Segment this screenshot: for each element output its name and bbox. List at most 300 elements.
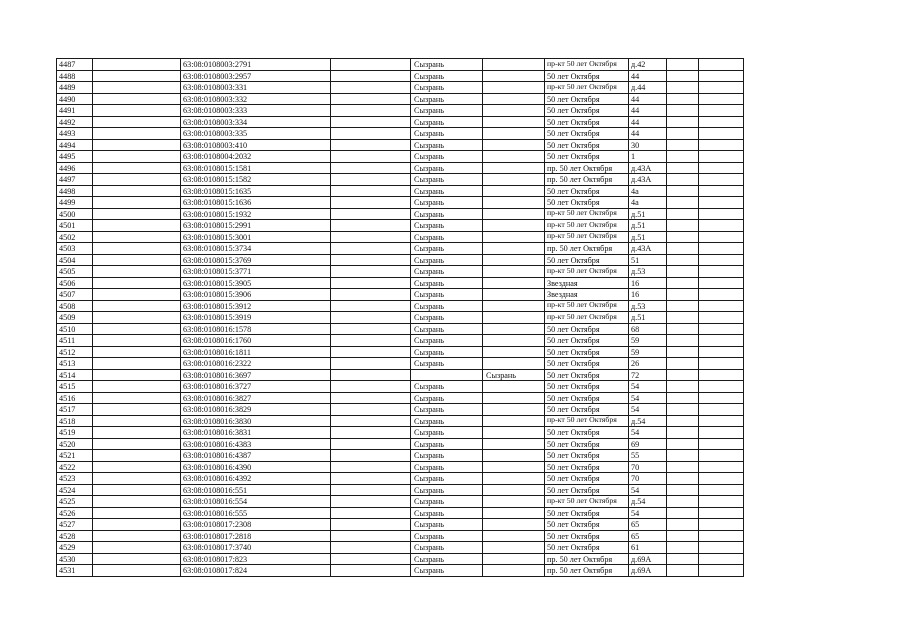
city-cell: Сызрань	[411, 208, 483, 220]
empty-cell	[331, 220, 411, 232]
table-row	[57, 151, 744, 163]
empty-cell	[483, 415, 545, 427]
street-cell	[545, 116, 629, 128]
house-number-cell: 26	[629, 358, 667, 370]
empty-cell	[699, 369, 744, 381]
empty-cell	[667, 254, 699, 266]
street-name: пр-кт 50 лет Октября	[547, 82, 617, 91]
table-row	[57, 427, 744, 439]
empty-cell	[699, 323, 744, 335]
cadastral-number-cell: 63:08:0108016:1760	[181, 335, 331, 347]
house-number-cell: 1	[629, 151, 667, 163]
cadastral-number-cell: 63:08:0108003:333	[181, 105, 331, 117]
empty-cell	[93, 519, 181, 531]
city-cell: Сызрань	[411, 93, 483, 105]
empty-cell	[699, 208, 744, 220]
street-name: 50 лет Октября	[547, 474, 600, 484]
street-name: 50 лет Октября	[547, 347, 600, 357]
empty-cell	[483, 404, 545, 416]
cadastral-number-cell: 63:08:0108016:4392	[181, 473, 331, 485]
empty-cell	[411, 369, 483, 381]
street-name: пр-кт 50 лет Октября	[547, 266, 617, 275]
house-number-cell: 65	[629, 519, 667, 531]
street-cell	[545, 392, 629, 404]
street-cell	[545, 254, 629, 266]
row-number-cell: 4531	[57, 565, 93, 577]
city-cell: Сызрань	[411, 530, 483, 542]
empty-cell	[483, 519, 545, 531]
empty-cell	[667, 116, 699, 128]
cadastral-number-cell: 63:08:0108016:2322	[181, 358, 331, 370]
street-cell	[545, 461, 629, 473]
city-cell: Сызрань	[411, 231, 483, 243]
empty-cell	[699, 139, 744, 151]
street-cell	[545, 519, 629, 531]
empty-cell	[667, 335, 699, 347]
empty-cell	[93, 335, 181, 347]
empty-cell	[699, 128, 744, 140]
house-number-cell: д.51	[629, 208, 667, 220]
cadastral-number-cell: 63:08:0108016:3727	[181, 381, 331, 393]
cadastral-number-cell: 63:08:0108016:555	[181, 507, 331, 519]
table-row	[57, 254, 744, 266]
empty-cell	[331, 231, 411, 243]
empty-cell	[331, 208, 411, 220]
house-number-cell: 61	[629, 542, 667, 554]
empty-cell	[699, 116, 744, 128]
empty-cell	[331, 185, 411, 197]
street-name: пр. 50 лет Октября	[547, 554, 613, 564]
empty-cell	[93, 185, 181, 197]
empty-cell	[699, 289, 744, 301]
row-number-cell: 4520	[57, 438, 93, 450]
row-number-cell: 4493	[57, 128, 93, 140]
house-number-cell: 44	[629, 116, 667, 128]
table-row	[57, 438, 744, 450]
empty-cell	[93, 565, 181, 577]
table-row	[57, 542, 744, 554]
table-row	[57, 139, 744, 151]
street-name: 50 лет Октября	[547, 428, 600, 438]
cadastral-number-cell: 63:08:0108003:332	[181, 93, 331, 105]
table-body	[57, 59, 744, 577]
table-row	[57, 174, 744, 186]
empty-cell	[483, 151, 545, 163]
address-register-table	[56, 58, 744, 577]
cadastral-number-cell: 63:08:0108017:2308	[181, 519, 331, 531]
empty-cell	[483, 208, 545, 220]
cadastral-number-cell: 63:08:0108004:2032	[181, 151, 331, 163]
empty-cell	[331, 93, 411, 105]
empty-cell	[93, 254, 181, 266]
empty-cell	[667, 162, 699, 174]
empty-cell	[699, 496, 744, 508]
cadastral-number-cell: 63:08:0108003:410	[181, 139, 331, 151]
street-name: 50 лет Октября	[547, 451, 600, 461]
city-cell: Сызрань	[411, 553, 483, 565]
empty-cell	[93, 266, 181, 278]
empty-cell	[483, 289, 545, 301]
city-cell: Сызрань	[411, 105, 483, 117]
street-cell	[545, 530, 629, 542]
empty-cell	[331, 507, 411, 519]
table-row	[57, 243, 744, 255]
empty-cell	[331, 369, 411, 381]
house-number-cell: 70	[629, 461, 667, 473]
empty-cell	[699, 254, 744, 266]
cadastral-number-cell: 63:08:0108017:823	[181, 553, 331, 565]
table-row	[57, 461, 744, 473]
cadastral-number-cell: 63:08:0108003:331	[181, 82, 331, 94]
empty-cell	[699, 220, 744, 232]
table-row	[57, 300, 744, 312]
empty-cell	[699, 473, 744, 485]
street-cell	[545, 243, 629, 255]
empty-cell	[699, 197, 744, 209]
street-name: пр. 50 лет Октября	[547, 244, 613, 254]
street-cell	[545, 174, 629, 186]
city-cell: Сызрань	[411, 392, 483, 404]
empty-cell	[93, 289, 181, 301]
street-name: пр. 50 лет Октября	[547, 566, 613, 576]
table-row	[57, 553, 744, 565]
empty-cell	[331, 346, 411, 358]
street-name: пр-кт 50 лет Октября	[547, 496, 617, 505]
empty-cell	[483, 128, 545, 140]
empty-cell	[699, 461, 744, 473]
empty-cell	[699, 542, 744, 554]
empty-cell	[667, 565, 699, 577]
row-number-cell: 4495	[57, 151, 93, 163]
cadastral-number-cell: 63:08:0108016:3831	[181, 427, 331, 439]
row-number-cell: 4526	[57, 507, 93, 519]
cadastral-number-cell: 63:08:0108015:3905	[181, 277, 331, 289]
empty-cell	[331, 404, 411, 416]
empty-cell	[331, 266, 411, 278]
empty-cell	[699, 335, 744, 347]
row-number-cell: 4528	[57, 530, 93, 542]
empty-cell	[331, 151, 411, 163]
street-name: пр-кт 50 лет Октября	[547, 301, 617, 309]
table-row	[57, 105, 744, 117]
street-name: 50 лет Октября	[547, 71, 600, 81]
row-number-cell: 4506	[57, 277, 93, 289]
empty-cell	[331, 473, 411, 485]
empty-cell	[331, 484, 411, 496]
city-cell: Сызрань	[411, 220, 483, 232]
street-name: 50 лет Октября	[547, 508, 600, 518]
empty-cell	[483, 323, 545, 335]
empty-cell	[483, 277, 545, 289]
street-cell	[545, 277, 629, 289]
street-name: 50 лет Октября	[547, 129, 600, 139]
row-number-cell: 4517	[57, 404, 93, 416]
empty-cell	[699, 415, 744, 427]
row-number-cell: 4511	[57, 335, 93, 347]
table-row	[57, 519, 744, 531]
empty-cell	[699, 266, 744, 278]
house-number-cell: 44	[629, 93, 667, 105]
empty-cell	[483, 542, 545, 554]
city-cell: Сызрань	[411, 116, 483, 128]
street-cell	[545, 197, 629, 209]
cadastral-number-cell: 63:08:0108017:2818	[181, 530, 331, 542]
table-row	[57, 220, 744, 232]
empty-cell	[483, 461, 545, 473]
city-cell: Сызрань	[411, 82, 483, 94]
empty-cell	[93, 162, 181, 174]
street-cell	[545, 553, 629, 565]
house-number-cell: д.54	[629, 496, 667, 508]
street-name: 50 лет Октября	[547, 543, 600, 553]
empty-cell	[483, 484, 545, 496]
row-number-cell: 4505	[57, 266, 93, 278]
empty-cell	[667, 197, 699, 209]
empty-cell	[667, 427, 699, 439]
empty-cell	[483, 266, 545, 278]
empty-cell	[667, 507, 699, 519]
cadastral-number-cell: 63:08:0108016:1578	[181, 323, 331, 335]
table-row	[57, 208, 744, 220]
empty-cell	[667, 220, 699, 232]
street-cell	[545, 484, 629, 496]
city-cell: Сызрань	[411, 185, 483, 197]
street-name: пр-кт 50 лет Октября	[547, 220, 617, 229]
cadastral-number-cell: 63:08:0108017:824	[181, 565, 331, 577]
street-name: 50 лет Октября	[547, 94, 600, 104]
cadastral-number-cell: 63:08:0108003:335	[181, 128, 331, 140]
empty-cell	[331, 461, 411, 473]
street-cell	[545, 289, 629, 301]
empty-cell	[93, 553, 181, 565]
empty-cell	[699, 346, 744, 358]
empty-cell	[331, 197, 411, 209]
row-number-cell: 4500	[57, 208, 93, 220]
street-cell	[545, 300, 629, 312]
empty-cell	[331, 542, 411, 554]
empty-cell	[331, 289, 411, 301]
empty-cell	[699, 519, 744, 531]
empty-cell	[93, 392, 181, 404]
row-number-cell: 4503	[57, 243, 93, 255]
house-number-cell: 54	[629, 404, 667, 416]
cadastral-number-cell: 63:08:0108015:1635	[181, 185, 331, 197]
street-name: 50 лет Октября	[547, 405, 600, 415]
empty-cell	[93, 358, 181, 370]
empty-cell	[667, 519, 699, 531]
empty-cell	[483, 312, 545, 324]
empty-cell	[667, 323, 699, 335]
row-number-cell: 4518	[57, 415, 93, 427]
city-cell: Сызрань	[411, 507, 483, 519]
table-row	[57, 93, 744, 105]
row-number-cell: 4508	[57, 300, 93, 312]
empty-cell	[483, 335, 545, 347]
street-name: пр-кт 50 лет Октября	[547, 312, 617, 321]
table-row	[57, 323, 744, 335]
table-row	[57, 197, 744, 209]
empty-cell	[699, 565, 744, 577]
empty-cell	[483, 553, 545, 565]
row-number-cell: 4489	[57, 82, 93, 94]
house-number-cell: 16	[629, 289, 667, 301]
empty-cell	[483, 105, 545, 117]
city-cell: Сызрань	[411, 542, 483, 554]
empty-cell	[667, 461, 699, 473]
empty-cell	[331, 59, 411, 71]
empty-cell	[667, 128, 699, 140]
empty-cell	[93, 174, 181, 186]
street-name: 50 лет Октября	[547, 140, 600, 150]
empty-cell	[93, 438, 181, 450]
row-number-cell: 4522	[57, 461, 93, 473]
cadastral-number-cell: 63:08:0108017:3740	[181, 542, 331, 554]
row-number-cell: 4502	[57, 231, 93, 243]
empty-cell	[331, 358, 411, 370]
empty-cell	[667, 496, 699, 508]
city-cell: Сызрань	[411, 197, 483, 209]
house-number-cell: 68	[629, 323, 667, 335]
empty-cell	[483, 139, 545, 151]
street-name: 50 лет Октября	[547, 324, 600, 334]
house-number-cell: 4а	[629, 185, 667, 197]
empty-cell	[699, 312, 744, 324]
street-cell	[545, 162, 629, 174]
empty-cell	[93, 461, 181, 473]
empty-cell	[667, 312, 699, 324]
empty-cell	[483, 530, 545, 542]
empty-cell	[667, 553, 699, 565]
empty-cell	[93, 542, 181, 554]
street-cell	[545, 266, 629, 278]
empty-cell	[483, 243, 545, 255]
empty-cell	[699, 151, 744, 163]
row-number-cell: 4491	[57, 105, 93, 117]
house-number-cell: 70	[629, 473, 667, 485]
street-cell	[545, 185, 629, 197]
street-cell	[545, 323, 629, 335]
house-number-cell: 44	[629, 70, 667, 82]
table-row	[57, 162, 744, 174]
city-cell: Сызрань	[411, 312, 483, 324]
empty-cell	[331, 277, 411, 289]
row-number-cell: 4507	[57, 289, 93, 301]
row-number-cell: 4498	[57, 185, 93, 197]
row-number-cell: 4516	[57, 392, 93, 404]
table-row	[57, 116, 744, 128]
table-row	[57, 128, 744, 140]
street-cell	[545, 496, 629, 508]
row-number-cell: 4512	[57, 346, 93, 358]
house-number-cell: д.51	[629, 220, 667, 232]
empty-cell	[667, 243, 699, 255]
table-row	[57, 404, 744, 416]
cadastral-number-cell: 63:08:0108016:4383	[181, 438, 331, 450]
street-name: Звездная	[547, 278, 578, 288]
empty-cell	[331, 519, 411, 531]
empty-cell	[331, 254, 411, 266]
row-number-cell: 4513	[57, 358, 93, 370]
city-cell: Сызрань	[411, 484, 483, 496]
street-name: 50 лет Октября	[547, 485, 600, 495]
empty-cell	[331, 496, 411, 508]
empty-cell	[667, 542, 699, 554]
city-cell: Сызрань	[411, 438, 483, 450]
empty-cell	[331, 243, 411, 255]
street-name: 50 лет Октября	[547, 393, 600, 403]
cadastral-number-cell: 63:08:0108015:3919	[181, 312, 331, 324]
house-number-cell: 69	[629, 438, 667, 450]
empty-cell	[667, 231, 699, 243]
house-number-cell: д.69А	[629, 565, 667, 577]
house-number-cell: д.42	[629, 59, 667, 71]
street-cell	[545, 208, 629, 220]
cadastral-number-cell: 63:08:0108016:551	[181, 484, 331, 496]
street-cell	[545, 93, 629, 105]
empty-cell	[483, 507, 545, 519]
empty-cell	[93, 59, 181, 71]
empty-cell	[699, 530, 744, 542]
empty-cell	[93, 496, 181, 508]
street-name: 50 лет Октября	[547, 255, 600, 265]
empty-cell	[667, 484, 699, 496]
street-cell	[545, 404, 629, 416]
house-number-cell: 54	[629, 427, 667, 439]
street-name: Звездная	[547, 290, 578, 300]
house-number-cell: д.54	[629, 415, 667, 427]
empty-cell	[93, 369, 181, 381]
empty-cell	[93, 484, 181, 496]
empty-cell	[93, 208, 181, 220]
empty-cell	[699, 404, 744, 416]
cadastral-number-cell: 63:08:0108003:334	[181, 116, 331, 128]
empty-cell	[331, 553, 411, 565]
cadastral-number-cell: 63:08:0108016:4390	[181, 461, 331, 473]
empty-cell	[331, 450, 411, 462]
house-number-cell: д.43А	[629, 243, 667, 255]
city-cell: Сызрань	[411, 254, 483, 266]
street-cell	[545, 346, 629, 358]
house-number-cell: 55	[629, 450, 667, 462]
city-cell: Сызрань	[411, 473, 483, 485]
table-row	[57, 392, 744, 404]
empty-cell	[483, 197, 545, 209]
street-name: 50 лет Октября	[547, 198, 600, 208]
empty-cell	[483, 162, 545, 174]
street-name: 50 лет Октября	[547, 370, 600, 380]
empty-cell	[699, 59, 744, 71]
city-cell: Сызрань	[411, 59, 483, 71]
row-number-cell: 4509	[57, 312, 93, 324]
empty-cell	[93, 93, 181, 105]
city-cell: Сызрань	[411, 415, 483, 427]
table-row	[57, 289, 744, 301]
house-number-cell: 30	[629, 139, 667, 151]
empty-cell	[667, 289, 699, 301]
empty-cell	[667, 346, 699, 358]
empty-cell	[667, 450, 699, 462]
row-number-cell: 4490	[57, 93, 93, 105]
street-cell	[545, 415, 629, 427]
empty-cell	[483, 427, 545, 439]
table-row	[57, 530, 744, 542]
street-cell	[545, 427, 629, 439]
empty-cell	[699, 553, 744, 565]
street-cell	[545, 438, 629, 450]
empty-cell	[667, 277, 699, 289]
empty-cell	[93, 151, 181, 163]
empty-cell	[331, 128, 411, 140]
